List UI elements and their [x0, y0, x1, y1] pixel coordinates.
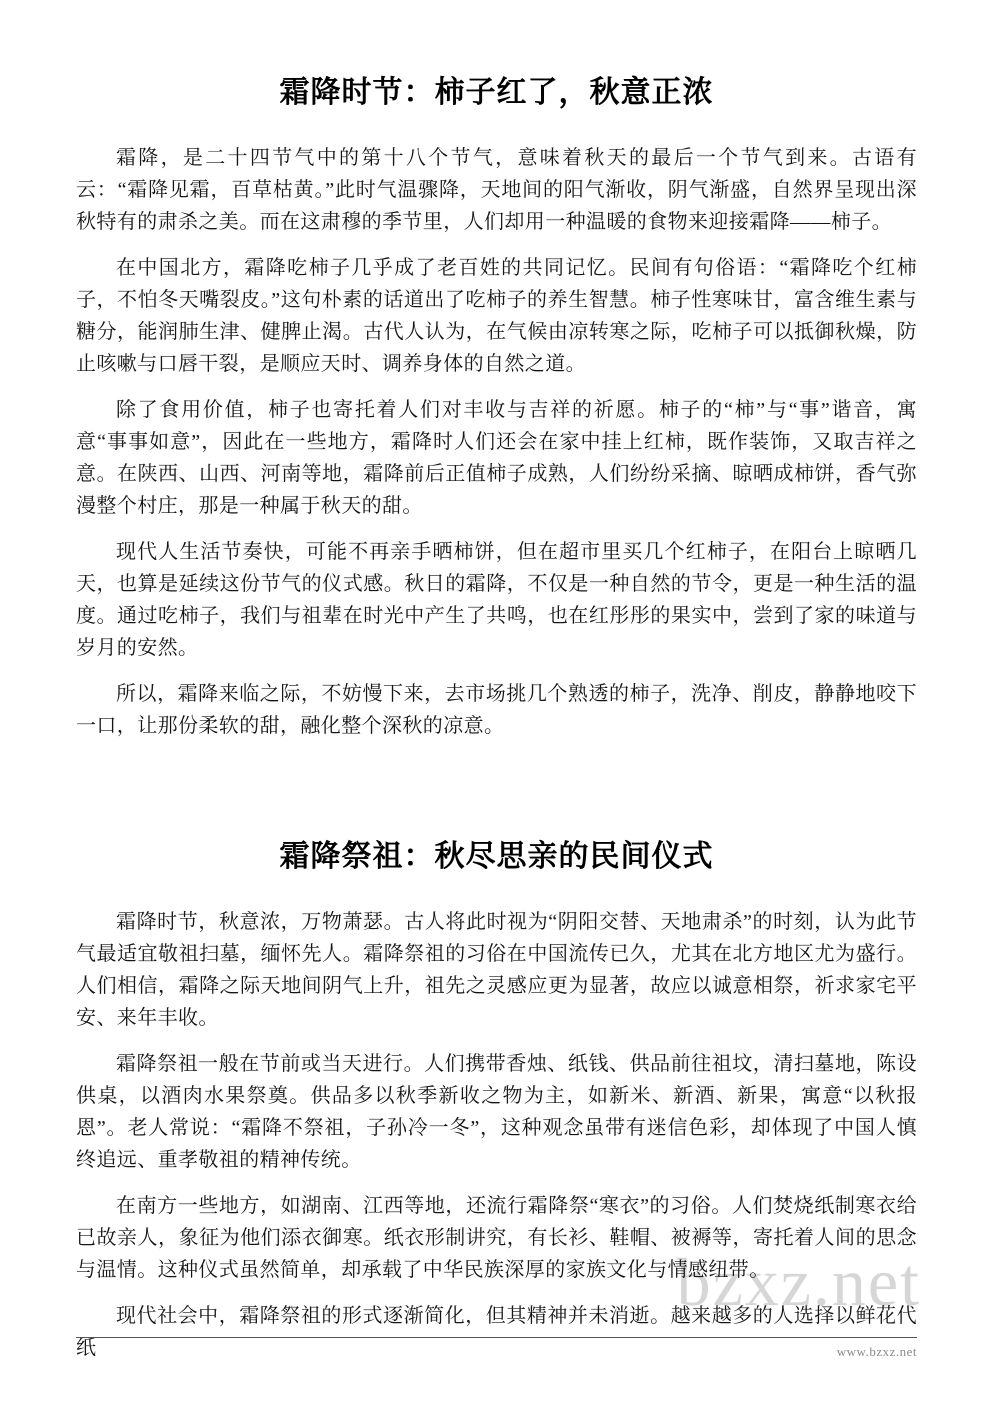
paragraph: 霜降时节，秋意浓，万物萧瑟。古人将此时视为“阴阳交替、天地肃杀”的时刻，认为此节气最适宜敬祖扫墓，缅怀先人。霜降祭祖的习俗在中国流传已久，尤其在北方地区尤为盛行。人们相信，霜降之际天地间阴气上升，祖先之灵感应更为显著，故应以诚意相祭，祈求家宅平安、来年丰收。: [76, 911, 917, 1029]
article-persimmon-season: [76, 74, 917, 742]
paragraph: 霜降祭祖一般在节前或当天进行。人们携带香烛、纸钱、供品前往祖坟，清扫墓地，陈设供桌，以酒肉水果祭奠。供品多以秋季新收之物为主，如新米、新酒、新果，寓意“以秋报恩”。老人常说：“霜降不祭祖，子孙冷一冬”，这种观念虽带有迷信色彩，却体现了中国人慎终追远、重孝敬祖的精神传统。: [76, 1053, 917, 1171]
paragraph: 除了食用价值，柿子也寄托着人们对丰收与吉祥的祈愿。柿子的“柿”与“事”谐音，寓意“事事如意”，因此在一些地方，霜降时人们还会在家中挂上红柿，既作装饰，又取吉祥之意。在陕西、山西、河南等地，霜降前后正值柿子成熟，人们纷纷采摘、晾晒成柿饼，香气弥漫整个村庄，那是一种属于秋天的甜。: [76, 399, 917, 517]
document-content: [76, 74, 917, 1364]
article-title: 霜降祭祖：秋尽思亲的民间仪式: [279, 840, 714, 873]
article-title: 霜降时节：柿子红了，秋意正浓: [279, 76, 714, 109]
paragraph: 在中国北方，霜降吃柿子几乎成了老百姓的共同记忆。民间有句俗语：“霜降吃个红柿子，不怕冬天嘴裂皮。”这句朴素的话道出了吃柿子的养生智慧。柿子性寒味甘，富含维生素与糖分，能润肺生津、健脾止渴。古代人认为，在气候由凉转寒之际，吃柿子可以抵御秋燥，防止咳嗽与口唇干裂，是顺应天时、调养身体的自然之道。: [76, 257, 917, 375]
paragraph: 现代人生活节奏快，可能不再亲手晒柿饼，但在超市里买几个红柿子，在阳台上晾晒几天，也算是延续这份节气的仪式感。秋日的霜降，不仅是一种自然的节令，更是一种生活的温度。通过吃柿子，我们与祖辈在时光中产生了共鸣，也在红彤彤的果实中，尝到了家的味道与岁月的安然。: [76, 541, 917, 659]
article-ancestor-worship: [76, 838, 917, 1364]
paragraph: 现代社会中，霜降祭祖的形式逐渐简化，但其精神并未消逝。越来越多的人选择以鲜花代纸: [76, 1305, 917, 1359]
watermark-text: bzxz.net: [676, 1244, 921, 1320]
paragraph: 在南方一些地方，如湖南、江西等地，还流行霜降祭“寒衣”的习俗。人们焚烧纸制寒衣给已故亲人，象征为他们添衣御寒。纸衣形制讲究，有长衫、鞋帽、被褥等，寄托着人间的思念与温情。这种仪式虽然简单，却承载了中华民族深厚的家族文化与情感纽带。: [76, 1195, 917, 1281]
paragraph: 霜降，是二十四节气中的第十八个节气，意味着秋天的最后一个节气到来。古语有云：“霜降见霜，百草枯黄。”此时气温骤降，天地间的阳气渐收，阴气渐盛，自然界呈现出深秋特有的肃杀之美。而在这肃穆的季节里，人们却用一种温暖的食物来迎接霜降——柿子。: [76, 147, 917, 233]
paragraph: 所以，霜降来临之际，不妨慢下来，去市场挑几个熟透的柿子，洗净、削皮，静静地咬下一口，让那份柔软的甜，融化整个深秋的凉意。: [76, 683, 917, 737]
footer-url: www.bzxz.net: [836, 1344, 917, 1359]
page-footer: [76, 1337, 917, 1361]
